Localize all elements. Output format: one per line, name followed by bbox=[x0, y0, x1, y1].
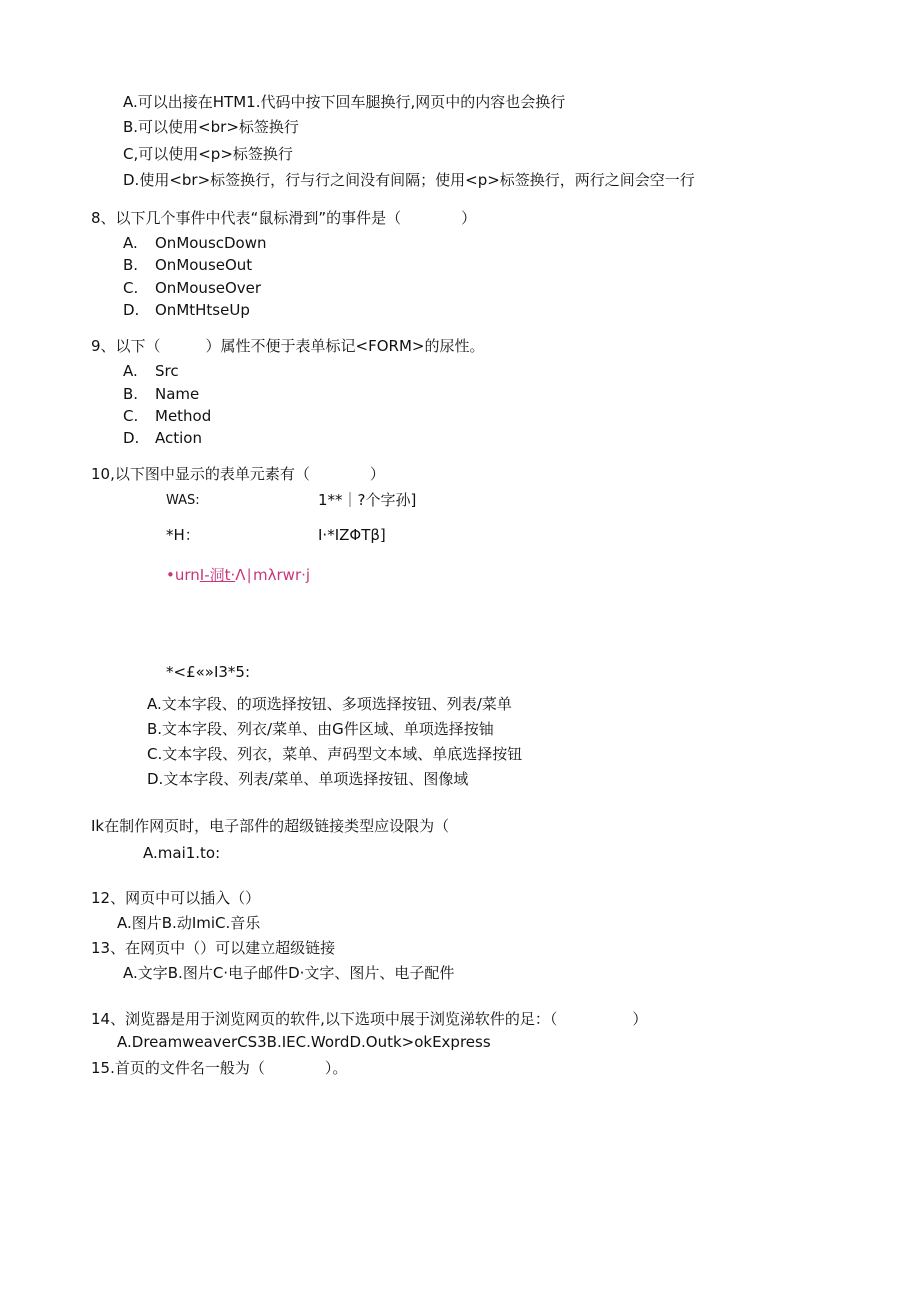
q9-option-c: C. Method bbox=[123, 407, 212, 425]
q8-option-b: B. OnMouseOut bbox=[123, 256, 253, 274]
q15-question: 15.首页的文件名一般为（ ）。 bbox=[91, 1059, 348, 1077]
q10-option-c: C.文本字段、列衣，菜单、声码型文本域、单底选择按钮 bbox=[147, 745, 523, 763]
q9-question: 9、以下（ ）属性不便于表单标记<FORM>的尿性。 bbox=[91, 337, 485, 355]
figure-row2-label: *H： bbox=[166, 526, 200, 544]
q11-option-a: A.mai1.to: bbox=[143, 844, 221, 862]
q11-question: Ik在制作网页时，电子部件的超级链接类型应设限为（ bbox=[91, 817, 450, 835]
figure-row3 bbox=[166, 565, 310, 585]
q13-options: A.文字B.图片C·电子邮件D·文字、图片、电子配件 bbox=[123, 964, 455, 982]
figure-row3-prefix: •urn bbox=[166, 566, 200, 584]
q8-option-c: C. OnMouseOver bbox=[123, 279, 262, 297]
figure-row1-label: WAS: bbox=[166, 493, 200, 508]
q7-option-b: B.可以使用<br>标签换行 bbox=[123, 118, 299, 136]
figure-row3-link: I-洞t· bbox=[199, 566, 236, 584]
q9-option-b: B. Name bbox=[123, 385, 200, 403]
q7-option-c: C,可以使用<p>标签换行 bbox=[123, 145, 293, 163]
q10-option-a: A.文本字段、的项选择按钮、多项选择按钮、列表/菜单 bbox=[147, 695, 512, 713]
q8-question: 8、以下几个事件中代表“鼠标滑到”的事件是（ ） bbox=[91, 209, 477, 227]
q10-option-b: B.文本字段、列衣/菜单、由G件区域、单项选择按铀 bbox=[147, 720, 494, 738]
q8-option-d: D. OnMtHtseUp bbox=[123, 301, 250, 319]
q10-question: 10,以下图中显示的表单元素有（ ） bbox=[91, 465, 385, 483]
q8-option-a: A. OnMouscDown bbox=[123, 234, 267, 252]
q9-option-d: D. Action bbox=[123, 429, 202, 447]
q14-options: A.DreamweaverCS3B.IEC.WordD.Outk>okExpress bbox=[117, 1033, 491, 1051]
figure-row2-value: I·*IZΦTβ] bbox=[318, 526, 386, 544]
q13-question: 13、在网页中（）可以建立超级链接 bbox=[91, 939, 336, 957]
q12-options: A.图片B.动ImiC.音乐 bbox=[117, 914, 261, 932]
q9-option-a: A. Src bbox=[123, 362, 179, 380]
q7-option-d: D.使用<br>标签换行，行与行之间没有间隔；使用<p>标签换行，两行之间会空一行 bbox=[123, 171, 695, 189]
figure-row3-suffix: Λ∣mλrwr·j bbox=[235, 566, 311, 584]
figure-row4: *<£«»I3*5: bbox=[166, 663, 251, 681]
q14-question: 14、浏览器是用于浏览网页的软件,以下选项中展于浏览涕软件的足：（ ） bbox=[91, 1010, 648, 1028]
figure-row1-value: 1**｜?个字孙] bbox=[318, 491, 417, 509]
q10-option-d: D.文本字段、列表/菜单、单项选择按钮、图像域 bbox=[147, 770, 469, 788]
q12-question: 12、网页中可以插入（） bbox=[91, 889, 261, 907]
q7-option-a: A.可以出接在HTM1.代码中按下回车腿换行,网页中的内容也会换行 bbox=[123, 93, 566, 111]
